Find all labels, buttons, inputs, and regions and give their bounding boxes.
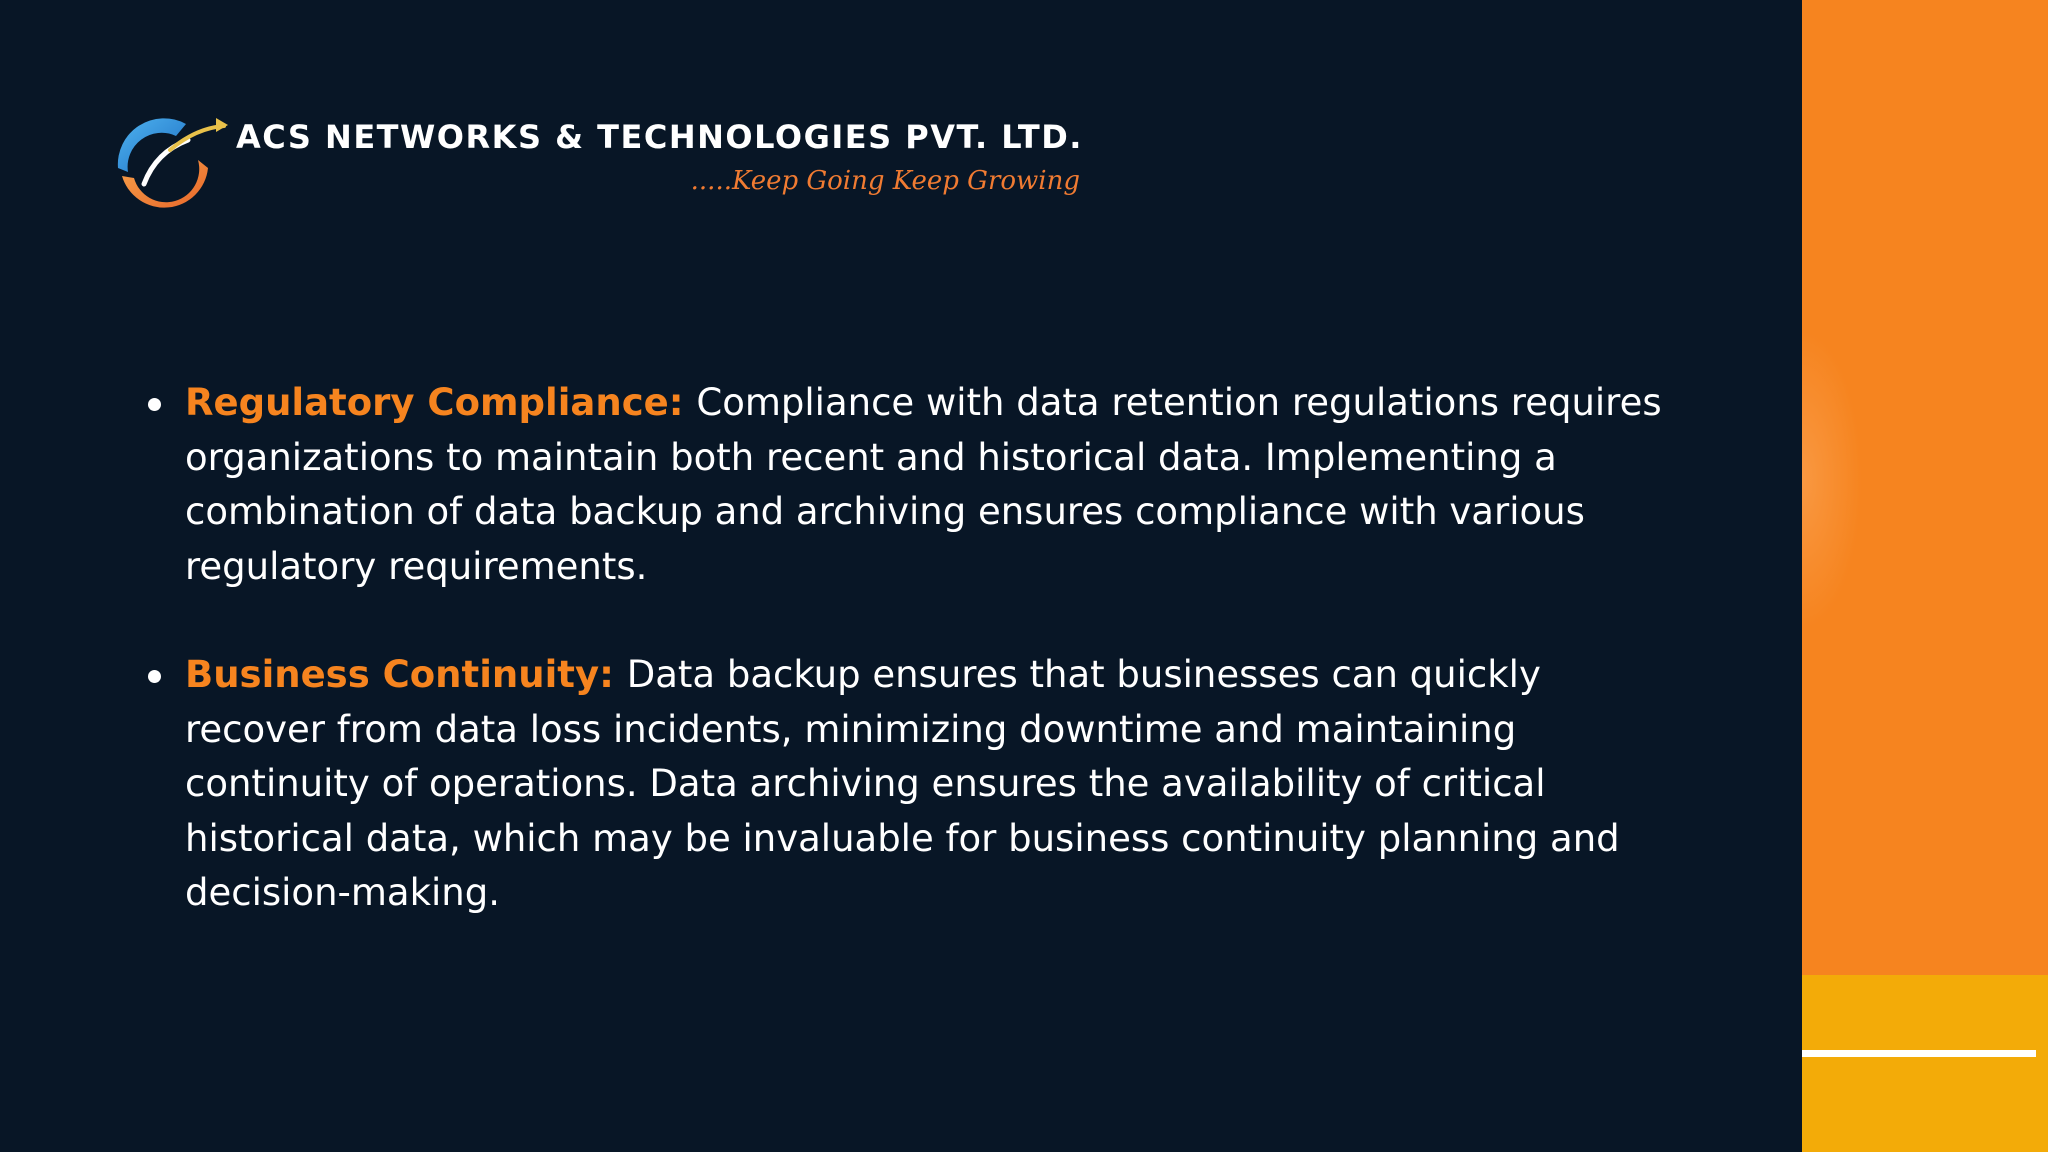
bullet-list <box>145 376 1685 975</box>
bullet-dot-icon <box>148 670 161 683</box>
side-decoration-panel <box>1802 0 2048 1152</box>
company-tagline: .....Keep Going Keep Growing <box>690 166 1080 196</box>
bullet-item-business-continuity <box>145 648 1685 921</box>
side-white-line <box>1802 1050 2036 1057</box>
bullet-term: Regulatory Compliance: <box>185 381 697 424</box>
bullet-dot-icon <box>148 398 161 411</box>
bullet-term: Business Continuity: <box>185 653 627 696</box>
bullet-item-regulatory-compliance <box>145 376 1685 594</box>
company-header <box>112 110 1092 220</box>
company-logo-icon <box>112 110 230 210</box>
company-name: ACS NETWORKS & TECHNOLOGIES PVT. LTD. <box>236 118 1083 156</box>
bullet-text: Data backup ensures that businesses can quickly recover from data loss incidents, minimizing downtime and maintaining continuity of operations. Data archiving ensures the availability of critical historical data, which may be invaluable for business continuity planning and decision-making. <box>185 653 1620 914</box>
side-yellow-band <box>1802 975 2048 1152</box>
bullet-text: Compliance with data retention regulations requires organizations to maintain both recent and historical data. Implementing a combination of data backup and archiving ensures compliance with various regulatory requirements. <box>185 381 1662 588</box>
panel-texture <box>1802 330 1862 630</box>
